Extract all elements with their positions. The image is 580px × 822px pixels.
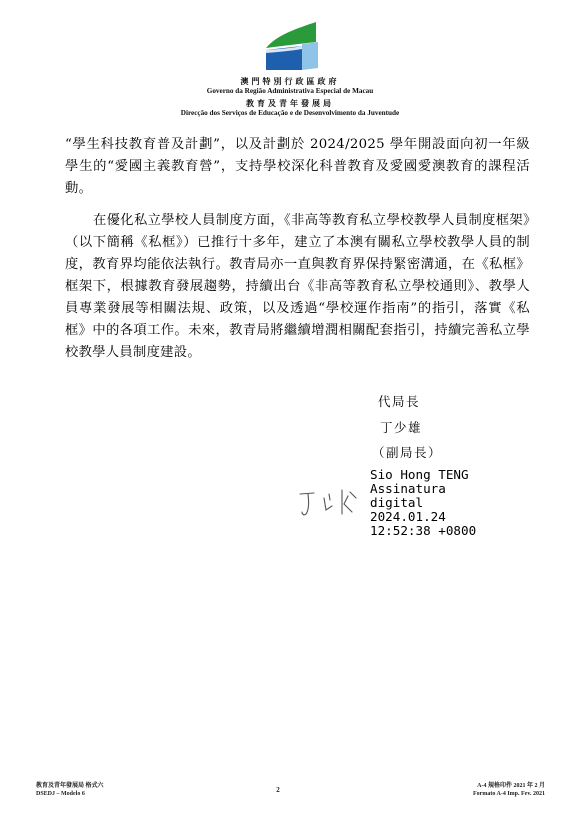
department-name-chinese: 教育及青年發展局	[246, 99, 334, 108]
footer-print-format-chinese: A-4 規格印件 2021 年 2 月	[477, 783, 545, 789]
footer-form-code-chinese: 教育及青年發展局 格式六	[36, 783, 104, 789]
signatory-name: 丁少雄	[380, 420, 423, 435]
signatory-role: （副局長）	[372, 445, 443, 460]
page-number: 2	[276, 786, 280, 794]
government-name-chinese: 澳門特別行政區政府	[240, 77, 340, 86]
footer-print-format	[440, 782, 545, 798]
footer-form-code	[36, 782, 104, 798]
footer-form-code-portuguese: DSEDJ – Modelo 6	[36, 791, 85, 797]
digital-signature-stamp	[370, 468, 476, 538]
digital-signature-label: Assinatura	[370, 481, 446, 496]
digital-signature-date: 2024.01.24	[370, 509, 446, 524]
digital-signature-time: 12:52:38 +0800	[370, 523, 477, 538]
digital-signer-name: Sio Hong TENG	[370, 467, 469, 482]
dsedj-logo	[262, 22, 320, 74]
digital-signature-label-2: digital	[370, 495, 424, 510]
signatory-title: 代局長	[378, 394, 421, 409]
government-name-portuguese: Governo da Região Administrativa Especial de Macau	[206, 87, 374, 95]
footer-print-format-portuguese: Formato A-4 Imp. Fev. 2021	[473, 791, 545, 797]
department-name-portuguese: Direcção dos Serviços de Educação e de Desenvolvimento da Juventude	[180, 109, 400, 117]
body-paragraph: 在優化私立學校人員制度方面，《非高等教育私立學校教學人員制度框架》（以下簡稱《私框》）已推行十多年，建立了本澳有關私立學校教學人員的制度，教育界均能依法執行。教青局亦一直與教育界保持緊密溝通，在《私框》框架下，根據教育發展趨勢，持續出台《非高等教育私立學校通則》、教學人員專業發展等相關法規、政策，以及透過“學校運作指南”的指引，落實《私框》中的各項工作。未來，教青局將繼續增潤相關配套指引，持續完善私立學校教學人員制度建設。	[65, 213, 530, 360]
body-paragraph: “學生科技教育普及計劃”，以及計劃於 2024/2025 學年開設面向初一年級學生的“愛國主義教育營”，支持學校深化科普教育及愛國愛澳教育的課程活動。	[65, 137, 530, 196]
handwritten-signature	[296, 484, 368, 524]
